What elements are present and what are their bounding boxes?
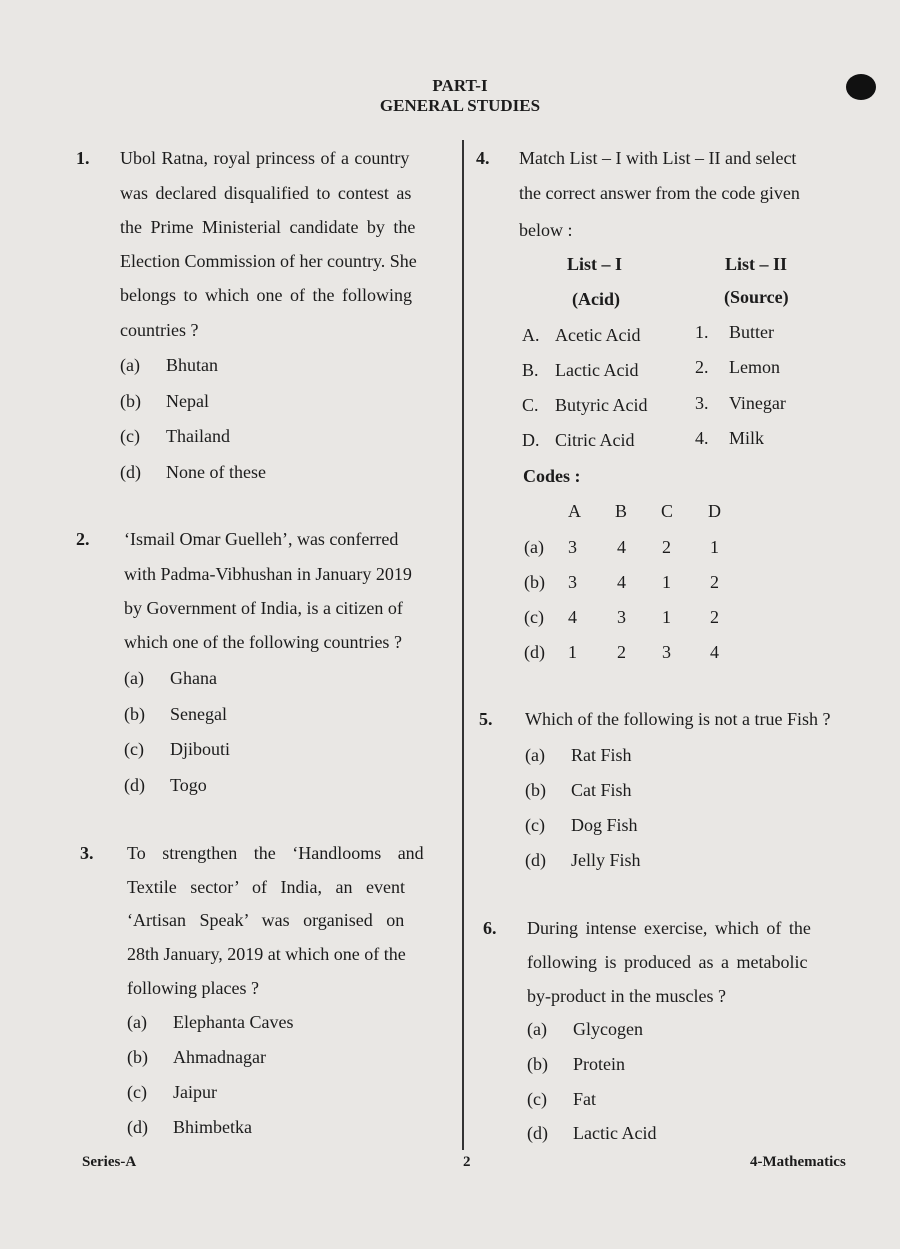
option-label: (d): [525, 850, 546, 870]
option-text: Elephanta Caves: [173, 1012, 294, 1032]
question-1-line: was declared disqualified to contest as: [120, 183, 412, 203]
option-label: (a): [120, 355, 140, 375]
code-value: 4: [710, 642, 719, 662]
list-1-item: Lactic Acid: [555, 360, 639, 380]
option-text: Dog Fish: [571, 815, 638, 835]
option-text: Cat Fish: [571, 780, 632, 800]
option-text: Ghana: [170, 668, 217, 688]
list-2-item: Lemon: [729, 357, 780, 377]
list-1-item: Butyric Acid: [555, 395, 648, 415]
option-text: Rat Fish: [571, 745, 632, 765]
code-value: 2: [617, 642, 626, 662]
option-text: Senegal: [170, 704, 227, 724]
question-3-line: To strengthen the ‘Handlooms and: [127, 843, 424, 863]
code-row-label: (b): [524, 572, 545, 592]
question-1-line: Election Commission of her country. She: [120, 251, 417, 271]
option-label: (d): [527, 1123, 548, 1143]
question-2-line: which one of the following countries ?: [124, 632, 402, 652]
list-2-key: 2.: [695, 357, 709, 377]
option-text: Jelly Fish: [571, 850, 641, 870]
option-label: (b): [120, 391, 141, 411]
code-row-label: (c): [524, 607, 544, 627]
code-header: C: [661, 501, 674, 521]
question-6-option-b: [527, 1054, 625, 1075]
list-1-subtitle: (Acid): [572, 289, 620, 309]
code-row-label: (a): [524, 537, 544, 557]
part-heading: PART-I: [432, 76, 488, 95]
question-1-option-b: [120, 391, 209, 412]
option-text: Togo: [170, 775, 207, 795]
question-2-option-a: [124, 668, 217, 689]
code-value: 4: [617, 537, 626, 557]
code-row-label: (d): [524, 642, 545, 662]
option-text: Bhutan: [166, 355, 218, 375]
option-text: None of these: [166, 462, 266, 482]
code-value: 1: [662, 607, 671, 627]
option-label: (c): [527, 1089, 547, 1109]
question-1-number: 1.: [76, 148, 90, 168]
question-2-option-d: [124, 775, 207, 796]
list-2-key: 4.: [695, 428, 709, 448]
code-header: D: [708, 501, 721, 521]
code-value: 3: [568, 572, 577, 592]
question-5-line: Which of the following is not a true Fish ?: [525, 709, 831, 729]
footer-subject: 4-Mathematics: [750, 1154, 846, 1170]
question-3-option-d: [127, 1117, 252, 1138]
question-3-line: ‘Artisan Speak’ was organised on: [127, 910, 405, 930]
question-3-number: 3.: [80, 843, 94, 863]
code-value: 1: [662, 572, 671, 592]
question-6-option-d: [527, 1123, 656, 1144]
question-4-line: the correct answer from the code given: [519, 183, 800, 203]
list-2-key: 1.: [695, 322, 709, 342]
code-value: 3: [662, 642, 671, 662]
question-6-number: 6.: [483, 918, 497, 938]
list-2-item: Butter: [729, 322, 774, 342]
option-text: Ahmadnagar: [173, 1047, 266, 1067]
question-5-option-a: [525, 745, 632, 766]
option-text: Thailand: [166, 426, 230, 446]
option-label: (c): [124, 739, 144, 759]
question-1-option-a: [120, 355, 218, 376]
option-label: (a): [124, 668, 144, 688]
code-value: 2: [710, 607, 719, 627]
question-6-line: by-product in the muscles ?: [527, 986, 726, 1006]
question-4-line: below :: [519, 220, 573, 240]
question-1-option-c: [120, 426, 230, 447]
question-3-line: 28th January, 2019 at which one of the: [127, 944, 406, 964]
list-1-item: Citric Acid: [555, 430, 635, 450]
question-1-line: countries ?: [120, 320, 199, 340]
list-2-item: Milk: [729, 428, 765, 448]
list-2-key: 3.: [695, 393, 709, 413]
list-2-subtitle: (Source): [724, 287, 789, 307]
question-5-option-d: [525, 850, 641, 871]
question-4-number: 4.: [476, 148, 490, 168]
option-text: Nepal: [166, 391, 209, 411]
question-2-option-b: [124, 704, 227, 725]
option-text: Protein: [573, 1054, 625, 1074]
question-3-option-c: [127, 1082, 217, 1103]
page-marker-dot: [846, 74, 876, 100]
option-label: (c): [525, 815, 545, 835]
option-label: (a): [525, 745, 545, 765]
option-text: Djibouti: [170, 739, 231, 759]
option-label: (c): [127, 1082, 147, 1102]
question-3-line: Textile sector’ of India, an event: [127, 877, 405, 897]
option-label: (b): [127, 1047, 148, 1067]
list-1-key: A.: [522, 325, 540, 345]
question-3-option-b: [127, 1047, 266, 1068]
question-1-line: the Prime Ministerial candidate by the: [120, 217, 416, 237]
option-text: Glycogen: [573, 1019, 643, 1039]
question-5-option-c: [525, 815, 638, 836]
option-text: Lactic Acid: [573, 1123, 657, 1143]
question-6-option-a: [527, 1019, 643, 1040]
option-label: (d): [127, 1117, 148, 1137]
question-3-line: following places ?: [127, 978, 259, 998]
list-2-title: List – II: [725, 254, 788, 274]
question-1-option-d: [120, 462, 266, 483]
option-text: Jaipur: [173, 1082, 217, 1102]
list-1-key: D.: [522, 430, 540, 450]
code-header: B: [615, 501, 628, 521]
question-5-number: 5.: [479, 709, 493, 729]
question-1-line: Ubol Ratna, royal princess of a country: [120, 148, 410, 168]
code-value: 3: [568, 537, 577, 557]
option-label: (d): [124, 775, 145, 795]
question-6-line: following is produced as a metabolic: [527, 952, 808, 972]
footer-series: Series-A: [82, 1154, 137, 1170]
option-text: Fat: [573, 1089, 597, 1109]
option-label: (b): [124, 704, 145, 724]
list-1-key: C.: [522, 395, 539, 415]
column-divider: [462, 140, 464, 1150]
code-value: 1: [710, 537, 719, 557]
question-2-line: by Government of India, is a citizen of: [124, 598, 403, 618]
list-1-key: B.: [522, 360, 539, 380]
question-2-number: 2.: [76, 529, 90, 549]
question-2-line: with Padma-Vibhushan in January 2019: [124, 564, 412, 584]
question-6-option-c: [527, 1089, 596, 1110]
list-2-item: Vinegar: [729, 393, 786, 413]
question-3-option-a: [127, 1012, 293, 1033]
list-1-title: List – I: [567, 254, 623, 274]
list-1-item: Acetic Acid: [555, 325, 641, 345]
section-heading: GENERAL STUDIES: [379, 96, 541, 115]
option-label: (d): [120, 462, 141, 482]
code-value: 2: [662, 537, 671, 557]
option-label: (a): [127, 1012, 147, 1032]
question-5-option-b: [525, 780, 632, 801]
question-4-line: Match List – I with List – II and select: [519, 148, 797, 168]
option-label: (b): [525, 780, 546, 800]
code-value: 4: [568, 607, 577, 627]
code-value: 4: [617, 572, 626, 592]
question-2-option-c: [124, 739, 230, 760]
option-label: (b): [527, 1054, 548, 1074]
code-value: 3: [617, 607, 626, 627]
option-label: (c): [120, 426, 140, 446]
footer-page-number: 2: [463, 1154, 471, 1170]
code-value: 1: [568, 642, 577, 662]
option-label: (a): [527, 1019, 547, 1039]
question-6-line: During intense exercise, which of the: [527, 918, 811, 938]
option-text: Bhimbetka: [173, 1117, 252, 1137]
code-header: A: [568, 501, 581, 521]
question-2-line: ‘Ismail Omar Guelleh’, was conferred: [124, 529, 399, 549]
question-1-line: belongs to which one of the following: [120, 285, 412, 305]
codes-label: Codes :: [523, 466, 581, 486]
code-value: 2: [710, 572, 719, 592]
